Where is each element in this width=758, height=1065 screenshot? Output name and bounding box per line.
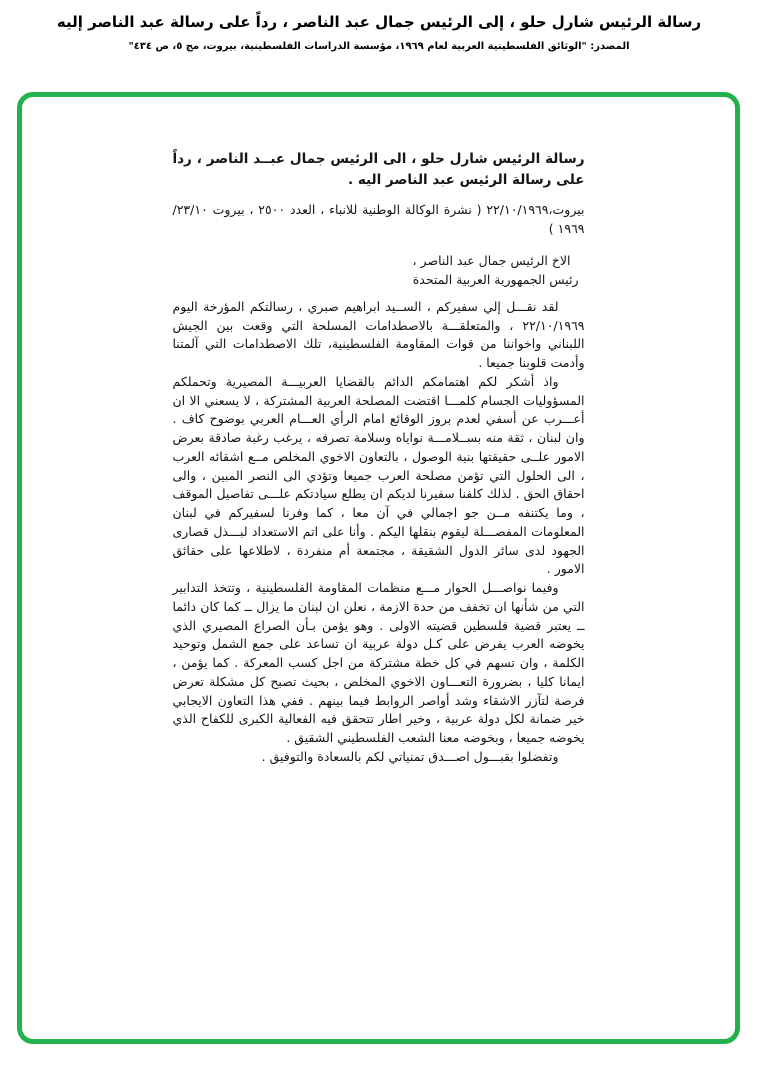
letter-dateline: بيروت،٢٢/١٠/١٩٦٩ ( نشرة الوكالة الوطنية للانباء ، العدد ٢٥٠٠ ، بيروت ٢٣/١٠/ ١٩٦٩ ) xyxy=(172,201,585,236)
scanned-letter xyxy=(173,149,585,767)
body-paragraph-1: لقد نقـــل إلي سفيركم ، الســيد ابراهيم صبري ، رسالتكم المؤرخة اليوم ٢٢/١٠/١٩٦٩ ، والمتعلقـــة بالاصطدامات المسلحة التي وقعت بين الجيش اللبناني واخواننا من قوات المقاومة الفلسطينية، تلك الاصطدامات التي آلمتنا وأدمت قلوبنا جميعا . xyxy=(172,298,585,371)
body-paragraph-3: وفيما نواصـــل الحوار مـــع منظمات المقاومة الفلسطينية ، وتتخذ التدابير التي من شأنها ان تخفف من حدة الازمة ، نعلن ان لبنان ما يزال ــ كما كان دائما ــ يعتبر قضية فلسطين قضيته الاولى . وهو يؤمن بـأن الصراع المصيري الذي يخوضه العرب يفرض على كـل دولة عربية ان تساعد على جمع الشمل وتوحيد الكلمة ، وان تسهم في كل خطة مشتركة من اجل كسب المعركة . كما يؤمن ، ايمانا كليا ، بضرورة التعـــاون الاخوي المخلص ، بحيث تصبح كل مشكلة تعرض فرصة لتآزر الاشقاء وشد أواصر الروابط فيما بينهم . ففي هذا التعاون الايجابي خير ضمانة لكل دولة عربية ، وخير اطار تتحقق فيه الفعالية الكبرى للكفاح الذي يخوضه جميعا ، وبخوضه معنا الشعب الفلسطيني الشقيق . xyxy=(172,580,585,746)
salutation-line-2: رئيس الجمهورية العربية المتحدة xyxy=(412,272,579,288)
closing-paragraph: وتفضلوا بقبـــول اصـــدق تمنياتي لكم بالسعادة والتوفيق . xyxy=(261,748,559,764)
body-paragraph-2: واذ أشكر لكم اهتمامكم الدائم بالقضايا العربيـــة المصيرية وتحملكم المسؤوليات الجسام كلمـــا اقتضت المصلحة العربية المشتركة ، لا يسعني الا ان أعـــرب عن أسفي لعدم بروز الوقائع امام الرأي العـــام العربي بوضوح كاف . وان لبنان ، ثقة منه بســلامـــة نواياه وسلامة تصرفه ، يرغب رغبة صادقة بعرض الامور علــى حقيقتها بنية الوصول ، بالتعاون الاخوي المخلص مــع اشقائه العرب ، الى الحلول التي تؤمن مصلحة العرب جميعا وتؤدي الى النصر المبين ، والى احقاق الحق . لذلك كلفنا سفيرنا لديكم ان يطلع سيادتكم علـــى تفاصيل الموقف ، وما يكتنفه مــن جو اجمالي في آن معا ، كما وفرنا لسفيركم في لبنان المعلومات المفصـــلة ليقوم بنقلها اليكم . وأنا على اتم الاستعداد لبـــذل قصارى الجهود لدى سائر الدول الشقيقة ، مجتمعة أم منفردة ، لاطلاعها على حقائق الامور . xyxy=(172,373,585,577)
header-source: المصدر: "الوثائق الفلسطينية العربية لعام ١٩٦٩، مؤسسة الدراسات الفلسطينية، بيروت، مج ٥، ص ٤٣٤" xyxy=(128,41,630,52)
salutation-line-1: الاخ الرئيس جمال عبد الناصر ، xyxy=(412,253,571,269)
letter-heading: رسالة الرئيس شارل حلو ، الى الرئيس جمال عبــد الناصر ، رداً على رسالة الرئيس عبد الناصر اليه . xyxy=(172,151,585,188)
header-title: رسالة الرئيس شارل حلو ، إلى الرئيس جمال عبد الناصر ، رداً على رسالة عبد الناصر إليه xyxy=(56,13,702,31)
page-header xyxy=(0,0,758,52)
document-frame xyxy=(17,92,740,1044)
